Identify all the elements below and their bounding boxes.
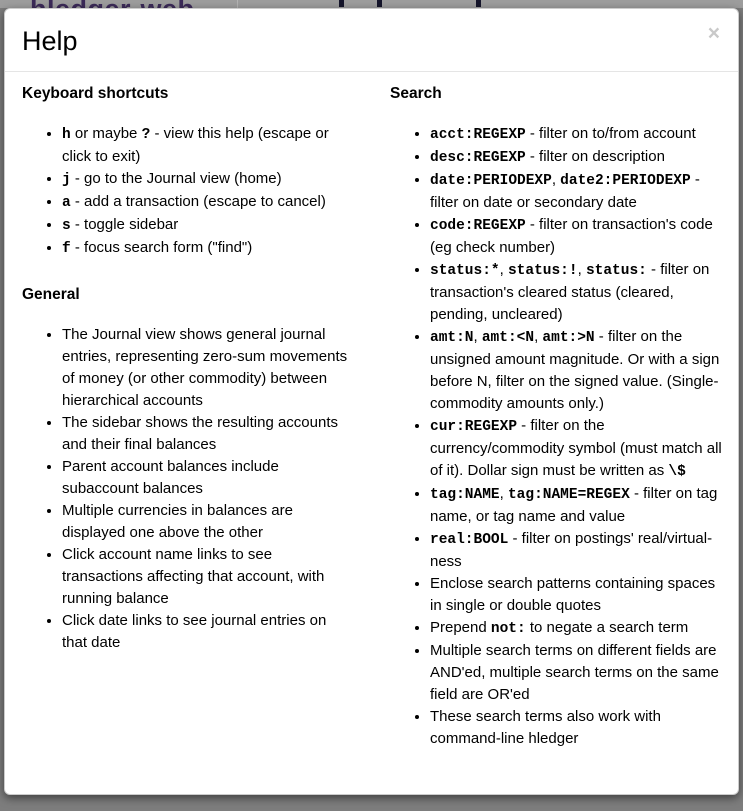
- code-term: tag:NAME=REGEX: [507, 487, 630, 503]
- code-term: amt:<N: [481, 330, 535, 346]
- help-section: [22, 85, 354, 260]
- code-term: status:: [585, 263, 647, 279]
- code-term: acct:REGEXP: [430, 127, 526, 143]
- help-section: [390, 85, 727, 750]
- code-term: ?: [141, 127, 151, 143]
- help-item: • amt:N, amt:<N, amt:>N - filter on the unsigned amount magnitude. Or with a sign before N, filter on the signed value. (Single-commodity amounts only.): [430, 326, 727, 415]
- help-modal-body: [5, 72, 738, 765]
- section-heading: Search: [390, 85, 442, 102]
- help-item: • These search terms also work with command-line hledger: [430, 706, 727, 750]
- help-item: • real:BOOL - filter on postings' real/virtual-ness: [430, 528, 727, 573]
- help-modal-title: Help: [22, 26, 78, 56]
- code-term: cur:REGEXP: [430, 419, 518, 435]
- code-term: j: [62, 172, 71, 188]
- code-term: a: [62, 195, 71, 211]
- help-section: [22, 286, 354, 654]
- help-item: • Enclose search patterns containing spaces in single or double quotes: [430, 573, 727, 617]
- help-item: • date:PERIODEXP, date2:PERIODEXP - filter on date or secondary date: [430, 169, 727, 214]
- help-item: • h or maybe ? - view this help (escape or click to exit): [62, 123, 354, 168]
- help-item: • Click account name links to see transactions affecting that account, with running balance: [62, 544, 354, 610]
- help-item: • tag:NAME, tag:NAME=REGEX - filter on tag name, or tag name and value: [430, 483, 727, 528]
- help-item: • acct:REGEXP - filter on to/from account: [430, 123, 727, 146]
- page-heading-fragment: [476, 0, 481, 7]
- code-term: status:!: [507, 263, 578, 279]
- help-item: • a - add a transaction (escape to cancel): [62, 191, 354, 214]
- help-item: • Click date links to see journal entries on that date: [62, 610, 354, 654]
- help-item: • f - focus search form ("find"): [62, 237, 354, 260]
- code-term: date:PERIODEXP: [430, 173, 552, 189]
- code-term: status:*: [430, 263, 500, 279]
- help-modal-header: [5, 9, 738, 72]
- help-item: • s - toggle sidebar: [62, 214, 354, 237]
- help-list: [22, 324, 354, 654]
- page-heading-fragment: [377, 0, 382, 7]
- code-term: code:REGEXP: [430, 218, 526, 234]
- help-item: • Multiple search terms on different fields are AND'ed, multiple search terms on the same field are OR'ed: [430, 640, 727, 706]
- help-item: • Prepend not: to negate a search term: [430, 617, 727, 640]
- code-term: not:: [490, 621, 526, 637]
- help-item: • The sidebar shows the resulting accounts and their final balances: [62, 412, 354, 456]
- page-heading-fragment: [339, 0, 344, 7]
- help-column-left: [22, 85, 374, 750]
- section-heading: General: [22, 286, 80, 303]
- code-term: amt:>N: [542, 330, 595, 346]
- help-item: • Multiple currencies in balances are displayed one above the other: [62, 500, 354, 544]
- code-term: f: [62, 241, 71, 257]
- code-term: desc:REGEXP: [430, 150, 526, 166]
- section-heading: Keyboard shortcuts: [22, 85, 169, 102]
- help-modal: [4, 8, 739, 795]
- help-item: • cur:REGEXP - filter on the currency/commodity symbol (must match all of it). Dollar sign must be written as \$: [430, 415, 727, 483]
- help-item: • status:*, status:!, status: - filter on transaction's cleared status (cleared, pending, uncleared): [430, 259, 727, 326]
- help-column-right: [390, 85, 727, 750]
- help-item: • j - go to the Journal view (home): [62, 168, 354, 191]
- page-behind-backdrop: [0, 0, 743, 8]
- help-item: • Parent account balances include subaccount balances: [62, 456, 354, 500]
- code-term: tag:NAME: [430, 487, 500, 503]
- help-item: • desc:REGEXP - filter on description: [430, 146, 727, 169]
- help-item: • code:REGEXP - filter on transaction's code (eg check number): [430, 214, 727, 259]
- code-term: h: [62, 127, 71, 143]
- help-list: [390, 123, 727, 750]
- code-term: date2:PERIODEXP: [560, 173, 691, 189]
- code-term: real:BOOL: [430, 532, 509, 548]
- code-term: s: [62, 218, 71, 234]
- code-term: amt:N: [430, 330, 474, 346]
- page-column-divider: [237, 0, 238, 8]
- code-term: \$: [668, 464, 686, 480]
- close-icon[interactable]: ×: [704, 21, 724, 46]
- help-item: • The Journal view shows general journal entries, representing zero-sum movements of money (or other commodity) between hierarchical accounts: [62, 324, 354, 412]
- help-list: [22, 123, 354, 260]
